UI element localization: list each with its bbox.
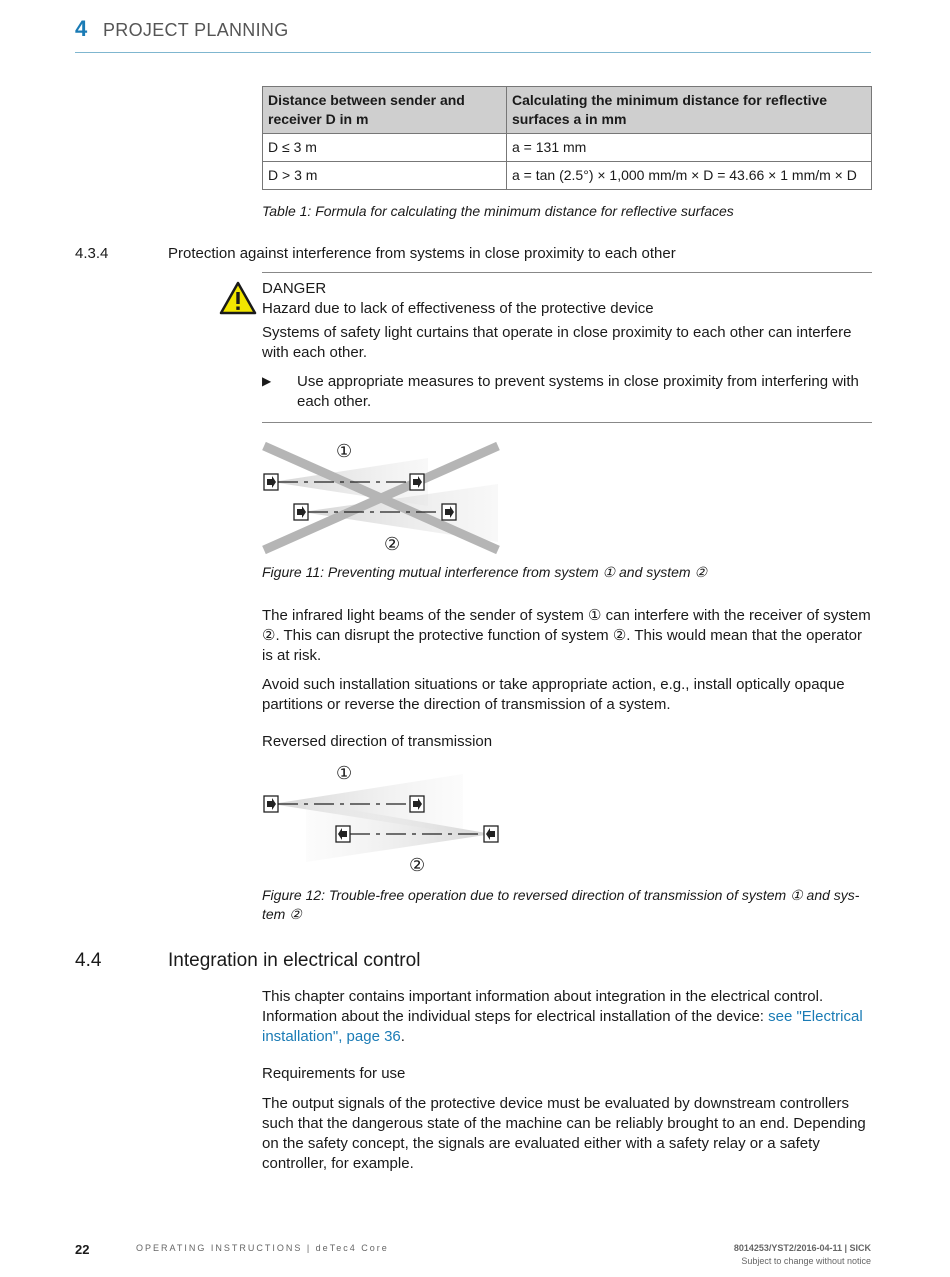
paragraph: Avoid such installation situations or take appropriate action, e.g., install optically opaque partitions or reverse the direction of transmission of a system. (262, 676, 845, 713)
table-header-distance: Distance between sender and receiver D in m (263, 87, 507, 134)
formula-table (262, 86, 872, 190)
figure-12-label-1: ① (336, 763, 353, 783)
table-row (263, 134, 872, 162)
divider (262, 422, 872, 423)
figure-12-caption: Figure 12: Trouble-free operation due to reversed direction of transmission of system ① and system ② (262, 887, 860, 922)
divider (262, 272, 872, 273)
document-code: 8014253/YST2/2016-04-11 | SICK (733, 1243, 871, 1253)
paragraph (262, 987, 872, 1047)
chapter-number: 4 (75, 16, 88, 41)
table-row (263, 162, 872, 190)
section-title: Protection against interference from systems in close proximity to each other (168, 245, 676, 262)
document-label: OPERATING INSTRUCTIONS | deTec4 Core (136, 1243, 389, 1253)
warning-icon (219, 281, 257, 315)
table-cell: D ≤ 3 m (263, 134, 507, 162)
subheading-reversed: Reversed direction of transmission (262, 733, 493, 750)
section-number: 4.4 (75, 950, 102, 971)
table-header-calculation: Calculating the minimum distance for reflective surfaces a in mm (507, 87, 872, 134)
change-notice: Subject to change without notice (741, 1256, 871, 1266)
bullet-text: Use appropriate measures to prevent systems in close proximity from interfering with each other. (297, 373, 859, 410)
paragraph-text: This chapter contains important information about integration in the electrical control. Information about the individual steps for electrical installation of the device: (262, 988, 824, 1025)
danger-label: DANGER (262, 280, 327, 297)
table-cell: a = tan (2.5°) × 1,000 mm/m × D = 43.66 × 1 mm/m × D (507, 162, 872, 190)
section-number: 4.3.4 (75, 245, 109, 262)
page-number: 22 (75, 1242, 90, 1257)
paragraph: The infrared light beams of the sender of system ① can interfere with the receiver of system ②. This can disrupt the protective function of system ②. This would mean that the operator is at risk. (262, 607, 871, 664)
figure-11-label-2: ② (384, 534, 401, 554)
figure-11-interference-diagram (258, 436, 508, 560)
figure-11-label-1: ① (336, 441, 353, 461)
danger-subtitle: Hazard due to lack of effectiveness of the protective device (262, 300, 654, 317)
bullet-arrow-icon: ▶ (262, 374, 272, 388)
figure-11-caption: Figure 11: Preventing mutual interference from system ① and system ② (262, 564, 708, 580)
danger-text: Systems of safety light curtains that operate in close proximity to each other can interfere with each other. (262, 324, 852, 361)
page-header (75, 14, 871, 53)
figure-12-label-2: ② (409, 855, 426, 875)
section-title: Integration in electrical control (168, 950, 421, 971)
electrical-installation-link[interactable]: see "Electrical installation", page 36 (262, 1008, 863, 1045)
chapter-title: PROJECT PLANNING (103, 20, 289, 40)
subheading-requirements: Requirements for use (262, 1065, 406, 1082)
table-cell: D > 3 m (263, 162, 507, 190)
table-caption: Table 1: Formula for calculating the minimum distance for reflective surfaces (262, 203, 734, 219)
figure-12-reversed-diagram (258, 772, 508, 864)
paragraph-end: . (400, 1028, 405, 1045)
table-cell: a = 131 mm (507, 134, 872, 162)
paragraph: The output signals of the protective device must be evaluated by downstream controllers such that the dangerous state of the machine can be reliably brought to an end. Depending on the safety concept, the signals are evaluated either with a safety relay or a safety controller, for example. (262, 1095, 866, 1172)
